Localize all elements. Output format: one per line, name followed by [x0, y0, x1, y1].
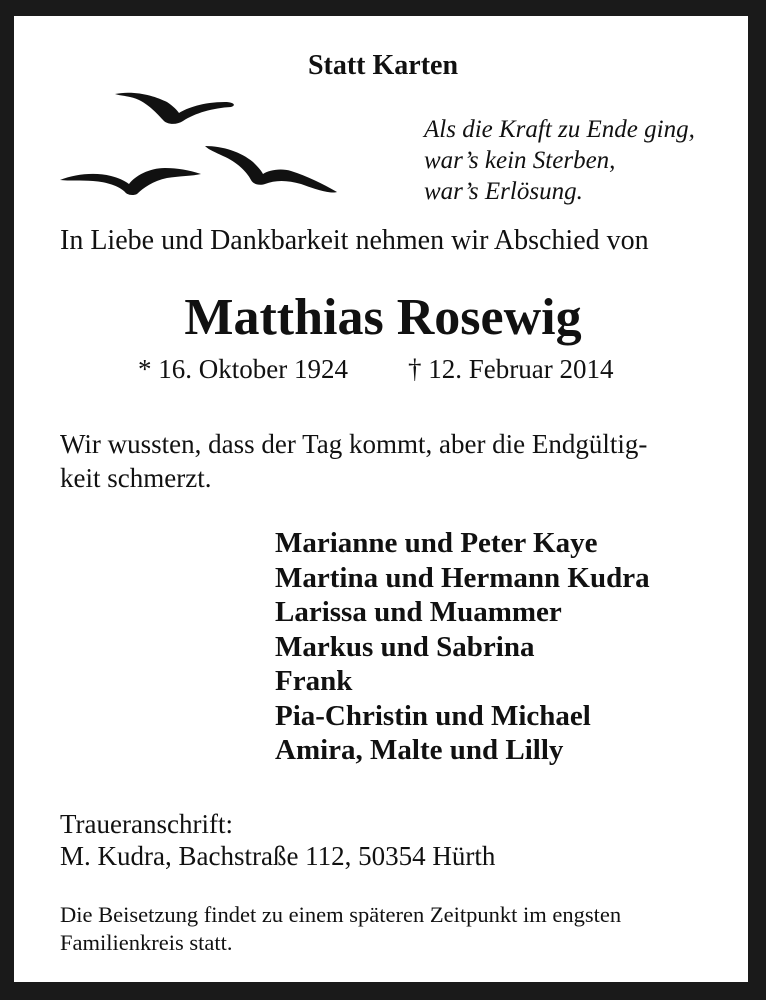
body-line: Wir wussten, dass der Tag kommt, aber die Endgültig- [60, 429, 648, 459]
bird-icon [205, 146, 337, 193]
family-member: Pia-Christin und Michael [275, 699, 591, 732]
family-member: Frank [275, 665, 353, 697]
note-line: Die Beisetzung findet zu einem späteren Zeitpunkt im engsten [60, 902, 622, 927]
family-member: Marianne und Peter Kaye [275, 527, 598, 559]
family-member: Larissa und Muammer [275, 596, 562, 628]
burial-note [60, 901, 621, 957]
body-text [60, 427, 647, 495]
birth-date: * 16. Oktober 1924 [138, 354, 348, 384]
death-date: † 12. Februar 2014 [408, 354, 614, 384]
quote [424, 114, 695, 207]
intro-text: In Liebe und Dankbarkeit nehmen wir Abschied von [60, 225, 649, 256]
address-label: Traueranschrift: [60, 809, 233, 839]
mourning-address [60, 808, 495, 872]
quote-line: Als die Kraft zu Ende ging, [424, 116, 695, 143]
family-member: Amira, Malte und Lilly [275, 734, 564, 766]
bird-icon [115, 93, 234, 124]
birds-icon [55, 80, 345, 200]
address-value: M. Kudra, Bachstraße 112, 50354 Hürth [60, 841, 496, 871]
family-member: Markus und Sabrina [275, 630, 535, 663]
note-line: Familienkreis statt. [60, 930, 233, 955]
quote-line: war’s kein Sterben, [424, 147, 616, 174]
family-member: Martina und Hermann Kudra [275, 561, 650, 594]
notice-header: Statt Karten [307, 50, 459, 81]
family-list [275, 526, 650, 768]
quote-line: war’s Erlösung. [424, 178, 583, 205]
bird-icon [60, 168, 201, 195]
body-line: keit schmerzt. [60, 463, 212, 493]
deceased-name: Matthias Rosewig [184, 289, 582, 346]
